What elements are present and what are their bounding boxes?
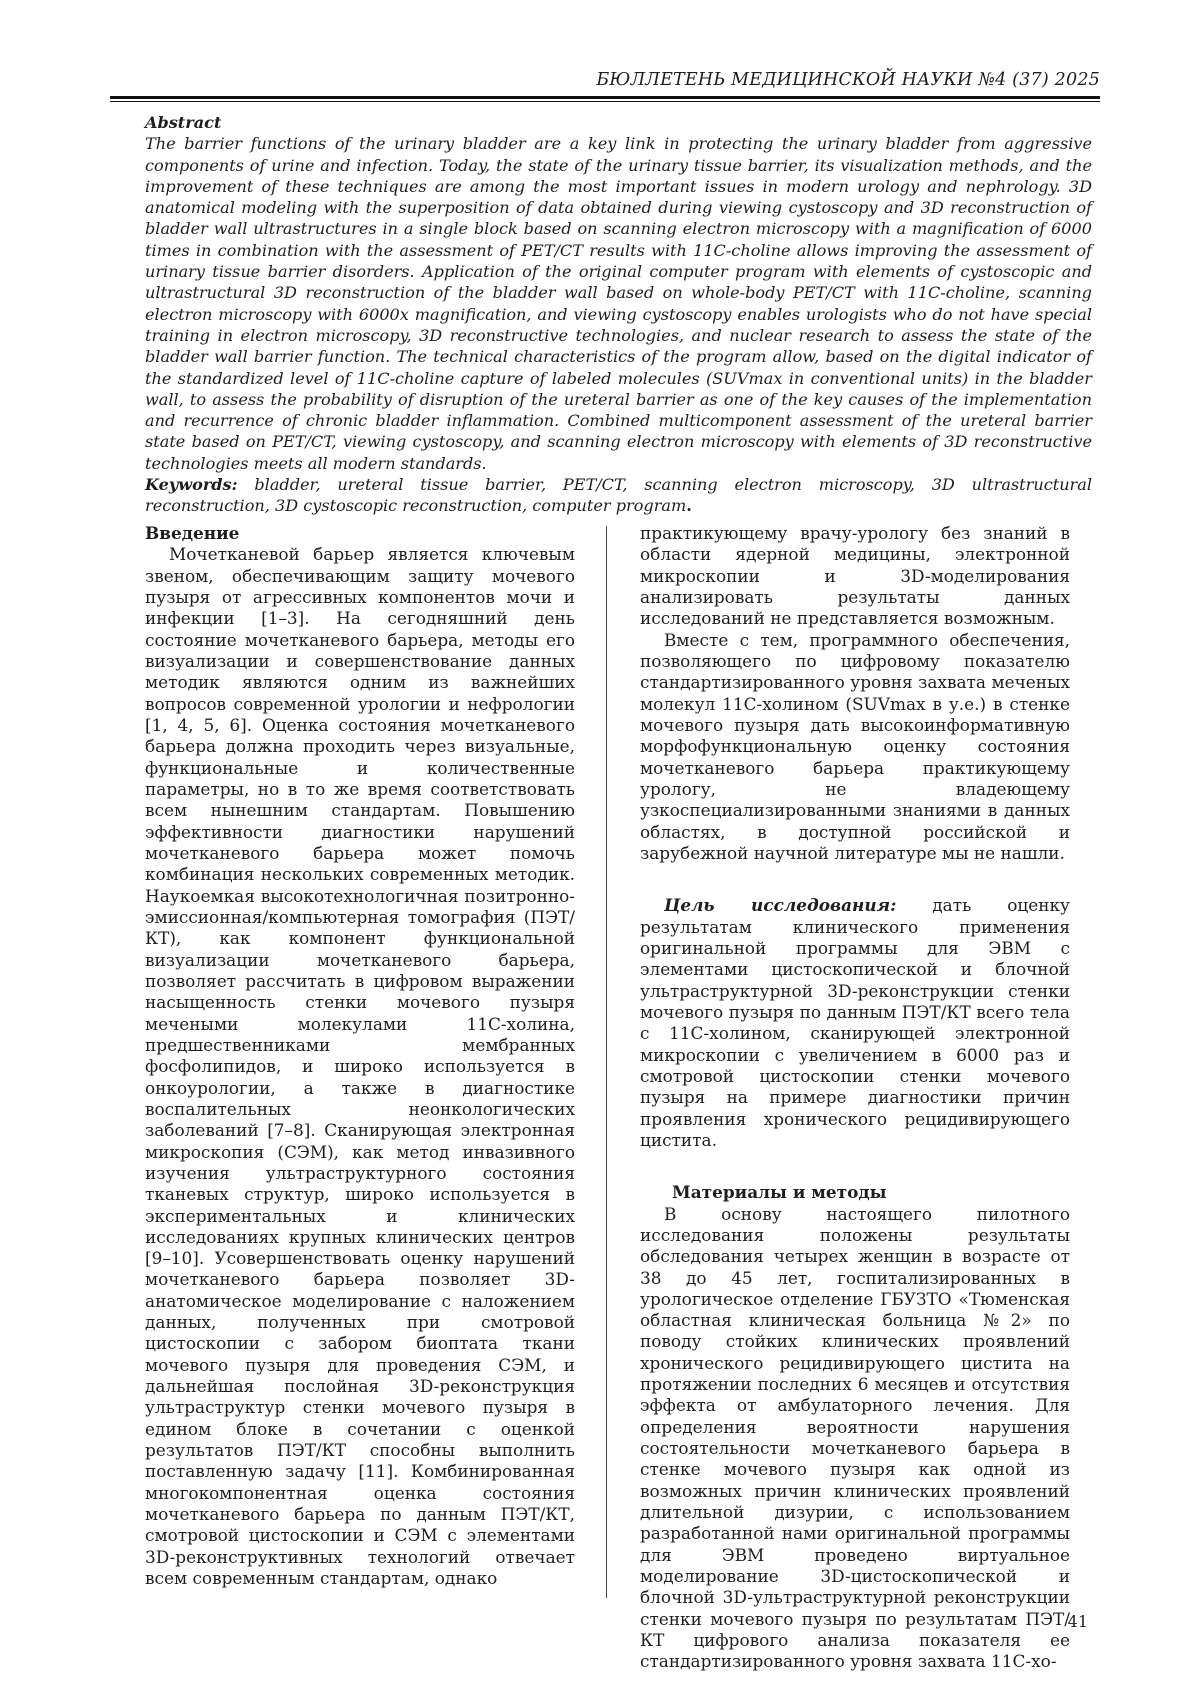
header-rule-thin xyxy=(110,101,1100,102)
section-heading-intro: Введение xyxy=(145,523,240,543)
intro-paragraph-part-1: Мочетканевой барьер является ключевым звеном, обеспечивающим защиту мочевого пузыря от агрессивных компонентов мочи и инфекции [1–3]. На сегодняшний день состояние мочетканевого барьера, методы его визуализации и совершенствование данных методик являются одним из важнейших вопросов современной урологии и нефрологии [1, 4, 5, 6]. Оценка состояния мочетканевого барьера должна проходить через визуальные, функциональные и количественные параметры, но в то же время соответствовать всем нынешним стандартам. Повышению эффективности диагностики нарушений мочетканевого барьера может помочь комбинация нескольких современных методик. Наукоемкая высокотехнологичная позитронно-эмиссионная/компьютерная томография (ПЭТ/КТ), как компонент функциональной визуализации мочетканевого барьера, позволяет рассчитать в цифровом выражении насыщенность стенки мочевого пузыря мечеными молекулами 11С-холина, предшественниками мембранных фосфолипидов, и широко используется в онкоурологии, а также в диагностике воспалительных неонкологических заболеваний [7–8]. Сканирующая электронная микроскопия (СЭМ), как метод инвазивного изучения ультраструктурного состояния тканевых структур, широко используется в экспериментальных и клинических исследованиях крупных клинических центров [9–10]. Усовершенствовать оценку нарушений мочетканевого барьера позволяет 3D-анатомическое моделирование с наложением данных, полученных при смотровой цистоскопии с забором биоптата ткани мочевого пузыря для проведения СЭМ, и дальнейшая послойная 3D-реконструкция ультраструктур стенки мочевого пузыря в едином блоке в сочетании с оценкой результатов ПЭТ/КТ способны выполнить поставленную задачу [11]. Комбинированная многокомпонентная оценка состояния мочетканевого барьера по данным ПЭТ/КТ, смотровой цистоскопии и СЭМ с элементами 3D-реконструктивных технологий отвечает всем современным стандартам, однако xyxy=(145,544,575,1589)
paragraph-gap xyxy=(640,864,1070,895)
header-rule-thick xyxy=(110,96,1100,99)
left-column xyxy=(145,523,575,1589)
goal-label: Цель исследования: xyxy=(664,895,897,916)
goal-paragraph xyxy=(640,895,1070,1151)
column-divider xyxy=(606,526,607,1598)
running-header xyxy=(110,58,1100,102)
abstract-block xyxy=(145,112,1092,517)
intro-paragraph-part-2: практикующему врачу-урологу без знаний в области ядерной медицины, электронной микроскопии и 3D-моделирования анализировать результаты данных исследований не представляется возможным. xyxy=(640,523,1070,629)
methods-paragraph: В основу настоящего пилотного исследования положены результаты обследования четырех женщин в возрасте от 38 до 45 лет, госпитализированных в урологическое отделение ГБУЗТО «Тюменская областная клиническая больница №2» по поводу стойких клинических проявлений хронического рецидивирующего цистита на протяжении последних 6 месяцев и отсутствия эффекта от амбулаторного лечения. Для определения вероятности нарушения состоятельности мочетканевого барьера в стенке мочевого пузыря как одной из возможных причин клинических проявлений длительной дизурии, с использованием разработанной нами оригинальной программы для ЭВМ проведено виртуальное моделирование 3D-цистоскопической и блочной 3D-ультраструктурной реконструкции стенки мочевого пузыря по результатам ПЭТ/КТ цифрового анализа показателя ее стандартизированного уровня захвата 11С-хо- xyxy=(640,1203,1070,1672)
software-paragraph: Вместе с тем, программного обеспечения, позволяющего по цифровому показателю стандартизированного уровня захвата меченых молекул 11С-холином (SUVmax в у.е.) в стенке мочевого пузыря дать высокоинформативную морфофункциональную оценку состояния мочетканевого барьера практикующему урологу, не владеющему узкоспециализированными знаниями в данных областях, в доступной российской и зарубежной научной литературе мы не нашли. xyxy=(640,629,1070,863)
keywords-paragraph xyxy=(145,474,1092,517)
abstract-body: The barrier functions of the urinary bladder are a key link in protecting the urinary bladder from aggressive components of urine and infection. Today, the state of the urinary tissue barrier, its visualization methods, and the improvement of these techniques are among the most important issues in modern urology and nephrology. 3D anatomical modeling with the superposition of data obtained during viewing cystoscopy and 3D reconstruction of bladder wall ultrastructures in a single block based on scanning electron microscopy with a magnification of 6000 times in combination with the assessment of PET/CT results with 11C-choline allows improving the assessment of urinary tissue barrier disorders. Application of the original computer program with elements of cystoscopic and ultrastructural 3D reconstruction of the bladder wall based on whole-body PET/CT with 11C-choline, scanning electron microscopy with 6000x magnification, and viewing cystoscopy enables urologists who do not have special training in electron microscopy, 3D reconstructive technologies, and nuclear research to assess the state of the bladder wall barrier function. The technical characteristics of the program allow, based on the digital indicator of the standardized level of 11C-choline capture of labeled molecules (SUVmax in conventional units) in the bladder wall, to assess the probability of disruption of the ureteral barrier as one of the key causes of the implementation and recurrence of chronic bladder inflammation. Combined multicomponent assessment of the ureteral barrier state based on PET/CT, viewing cystoscopy, and scanning electron microscopy with elements of 3D reconstructive technologies meets all modern standards. xyxy=(145,134,1092,473)
abstract-title: Abstract xyxy=(145,113,222,132)
section-heading-methods: Материалы и методы xyxy=(672,1182,887,1203)
goal-text: дать оценку результатам клинического применения оригинальной программы для ЭВМ с элементами цистоскопической и блочной ультраструктурной 3D-реконструкции стенки мочевого пузыря по данным ПЭТ/КТ всего тела с 11С-холином, сканирующей электронной микроскопии с увеличением в 6000 раз и смотровой цистоскопии стенки мочевого пузыря на примере диагностики причин проявления хронического рецидивирующего цистита. xyxy=(640,895,1070,1150)
page-number: 41 xyxy=(1067,1612,1088,1631)
right-column xyxy=(640,523,1070,1673)
keywords-label: Keywords: xyxy=(145,475,238,495)
journal-title: БЮЛЛЕТЕНЬ МЕДИЦИНСКОЙ НАУКИ №4 (37) 2025 xyxy=(596,70,1100,90)
keywords-end: . xyxy=(686,496,692,516)
keywords-text: bladder, ureteral tissue barrier, PET/CT, scanning electron microscopy, 3D ultrastructural reconstruction, 3D cystoscopic reconstruction, computer program xyxy=(145,475,1092,516)
paragraph-gap xyxy=(640,1151,1070,1182)
